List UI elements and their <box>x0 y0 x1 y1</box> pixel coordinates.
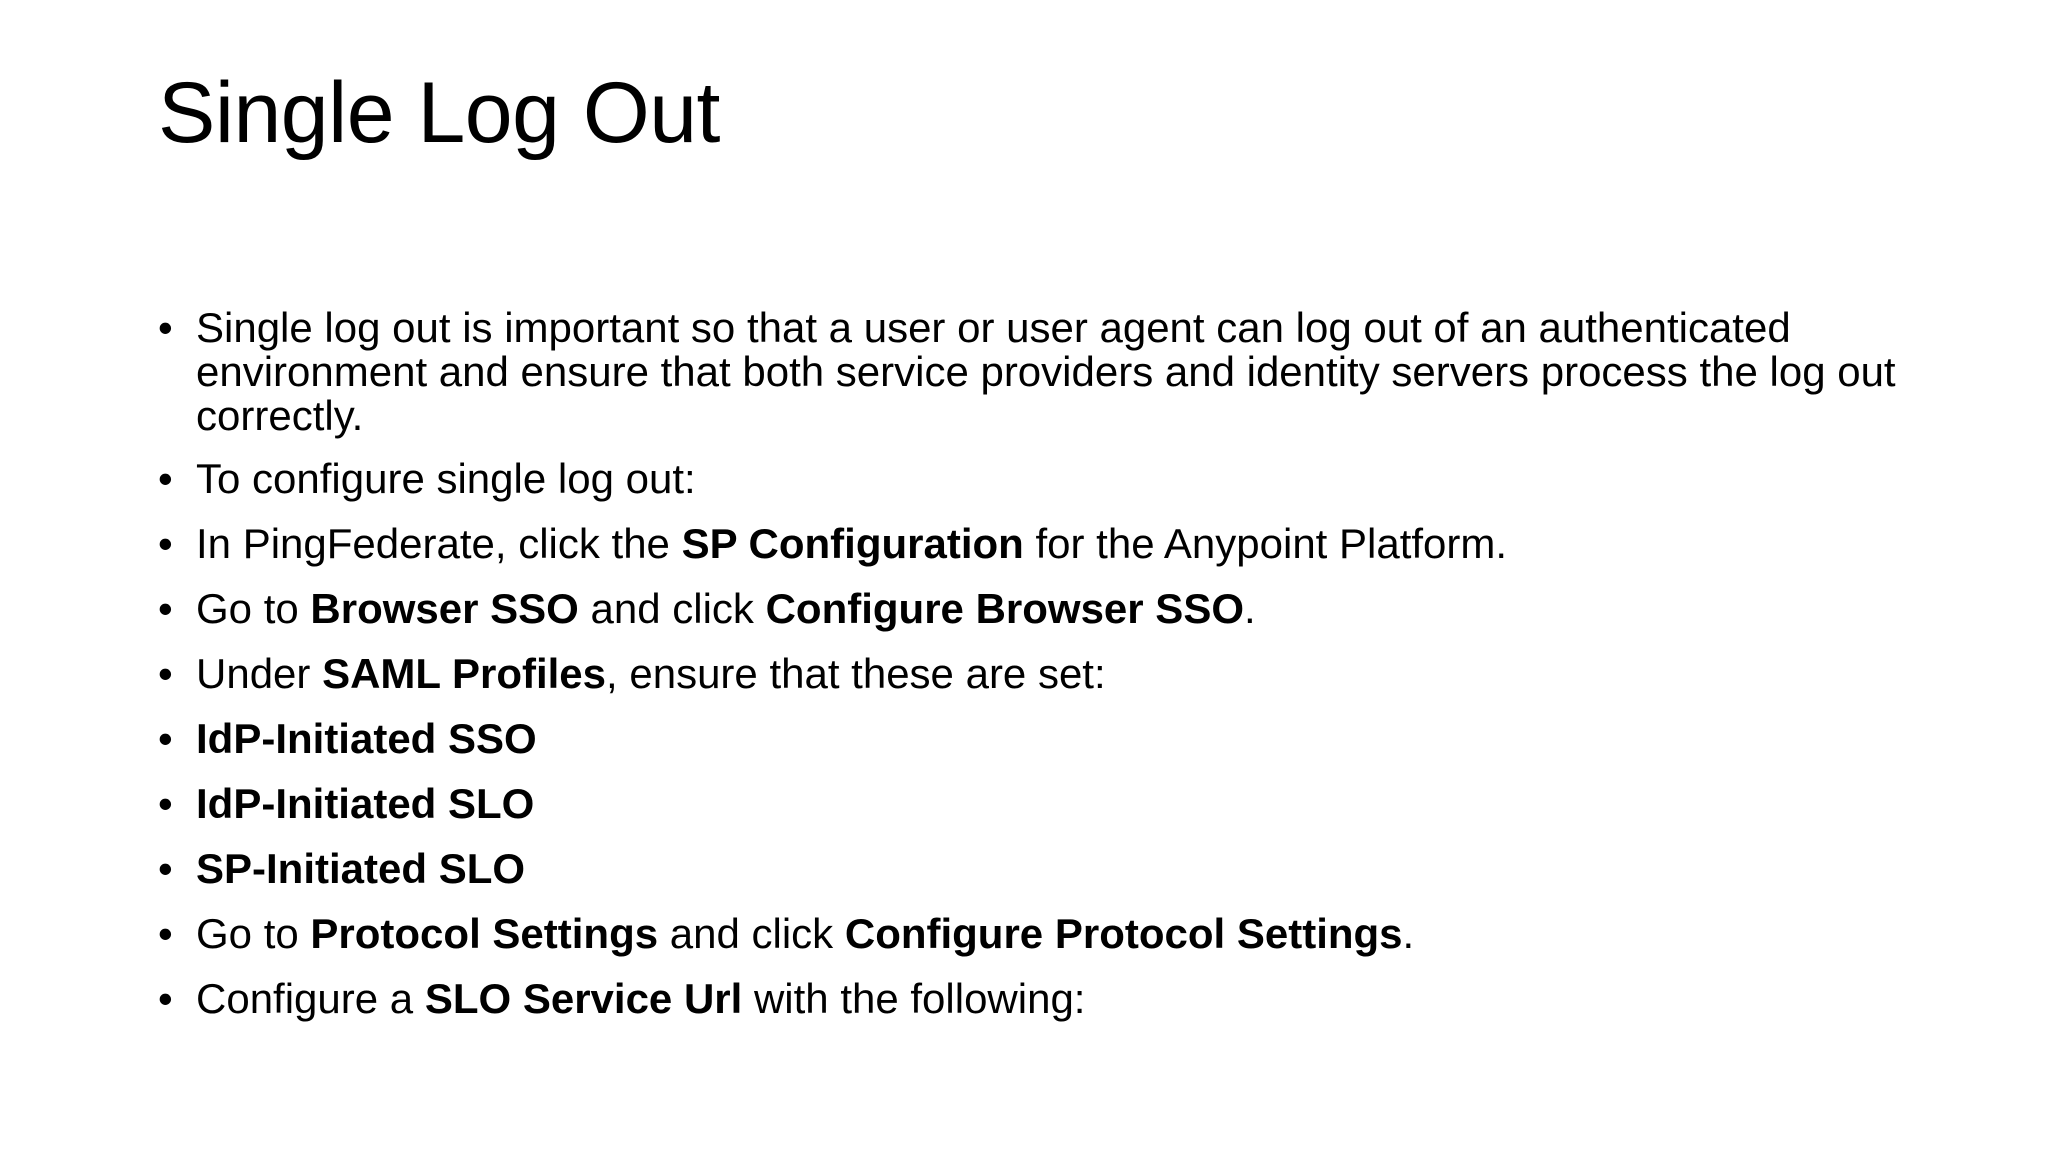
bullet-text-bold: SLO Service Url <box>424 975 743 1022</box>
bullet-text: with the following: <box>742 975 1086 1022</box>
bullet-item <box>158 912 1928 956</box>
bullet-text-bold: IdP-Initiated SLO <box>196 780 535 827</box>
bullet-text: and click <box>658 910 845 957</box>
bullet-text: To configure single log out: <box>196 455 696 502</box>
bullet-list <box>158 306 1928 1042</box>
bullet-item <box>158 587 1928 631</box>
bullet-item <box>158 977 1928 1021</box>
bullet-text: In PingFederate, click the <box>196 520 682 567</box>
bullet-text-bold: SP-Initiated SLO <box>196 845 526 892</box>
bullet-text: . <box>1244 585 1256 632</box>
bullet-text-bold: SP Configuration <box>681 520 1024 567</box>
bullet-text-bold: SAML Profiles <box>322 650 607 697</box>
bullet-text: and click <box>578 585 766 632</box>
bullet-text-bold: Configure Protocol Settings <box>844 910 1403 957</box>
bullet-item <box>158 652 1928 696</box>
bullet-text-bold: Protocol Settings <box>310 910 659 957</box>
bullet-text: . <box>1402 910 1415 957</box>
bullet-item <box>158 847 1928 891</box>
bullet-item <box>158 306 1928 438</box>
bullet-item <box>158 717 1928 761</box>
bullet-text: Go to <box>196 910 311 957</box>
bullet-text: Under <box>196 650 323 697</box>
bullet-text: Go to <box>196 585 311 632</box>
bullet-text-bold: Configure Browser SSO <box>765 585 1244 632</box>
bullet-item <box>158 522 1928 566</box>
bullet-text-bold: IdP-Initiated SSO <box>196 715 537 762</box>
bullet-text: Single log out is important so that a user or user agent can log out of an authenticated environment and ensure that both service providers and identity servers process the log out correctly. <box>196 304 1908 439</box>
slide-title: Single Log Out <box>158 65 720 161</box>
bullet-text-bold: Browser SSO <box>310 585 579 632</box>
bullet-text: Configure a <box>196 975 425 1022</box>
bullet-text: for the Anypoint Platform. <box>1023 520 1508 567</box>
bullet-item <box>158 782 1928 826</box>
bullet-text: , ensure that these are set: <box>606 650 1106 697</box>
bullet-item <box>158 457 1928 501</box>
